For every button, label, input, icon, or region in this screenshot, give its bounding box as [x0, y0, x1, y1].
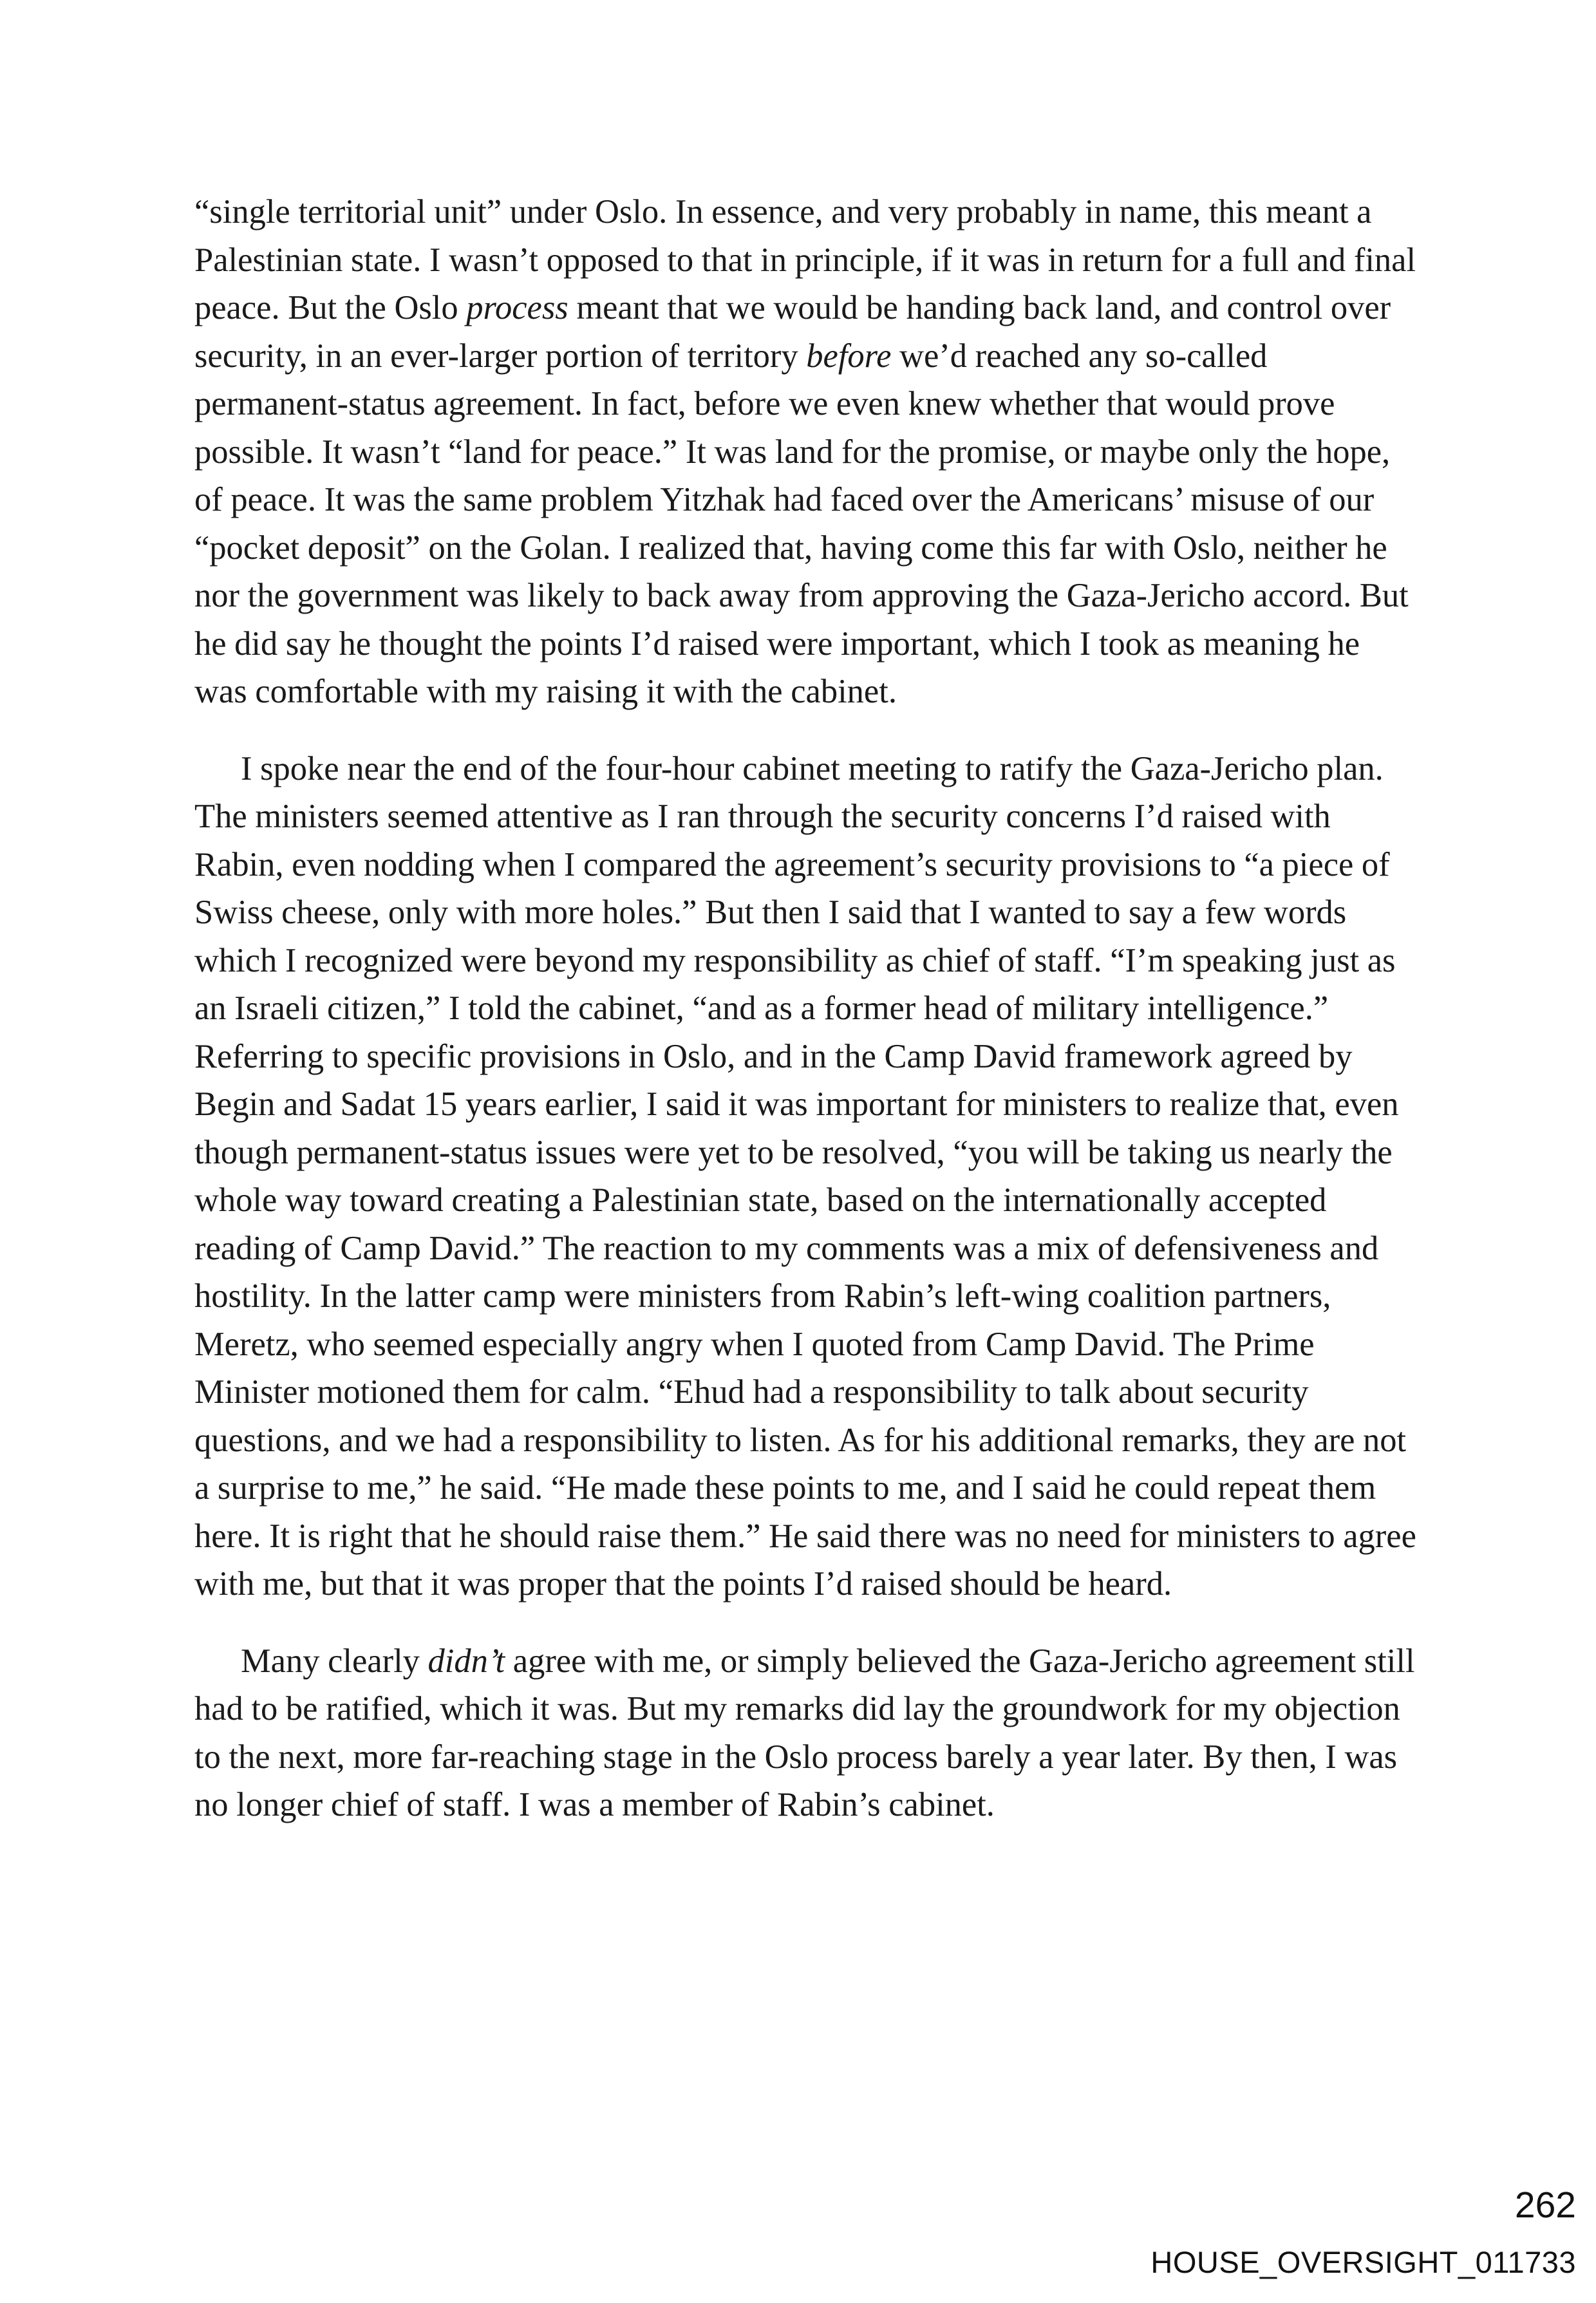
paragraph-3	[194, 1637, 1418, 1829]
paragraph-3-text: Many clearly	[241, 1642, 428, 1680]
paragraph-3-italic-didnt: didn’t	[427, 1642, 505, 1680]
paragraph-1	[194, 188, 1418, 716]
paragraph-2-text: I spoke near the end of the four-hour cabinet meeting to ratify the Gaza-Jericho plan. The ministers seemed attentive as I ran through the security concerns I’d raised with Rabin, even nodding when I compared the agreement’s security provisions to “a piece of Swiss cheese, only with more holes.” But then I said that I wanted to say a few words which I recognized were beyond my responsibility as chief of staff. “I’m speaking just as an Israeli citizen,” I told the cabinet, “and as a former head of military intelligence.” Referring to specific provisions in Oslo, and in the Camp David framework agreed by Begin and Sadat 15 years earlier, I said it was important for ministers to realize that, even though permanent-status issues were yet to be resolved, “you will be taking us nearly the whole way toward creating a Palestinian state, based on the internationally accepted reading of Camp David.” The reaction to my comments was a mix of defensiveness and hostility. In the latter camp were ministers from Rabin’s left-wing coalition partners, Meretz, who seemed especially angry when I quoted from Camp David. The Prime Minister motioned them for calm. “Ehud had a responsibility to talk about security questions, and we had a responsibility to listen. As for his additional remarks, they are not a surprise to me,” he said. “He made these points to me, and I said he could repeat them here. It is right that he should raise them.” He said there was no need for ministers to agree with me, but that it was proper that the points I’d raised should be heard.	[194, 749, 1416, 1603]
paragraph-1-text-cont: meant that we would be handing back land, and control over security, in an ever-larger portion of territory	[194, 289, 1391, 375]
page-body	[194, 188, 1418, 1858]
paragraph-1-text: “single territorial unit” under Oslo. In essence, and very probably in name, this meant a Palestinian state. I wasn’t opposed to that in principle, if it was in return for a full and final peace. But the Oslo	[194, 193, 1416, 326]
paragraph-2	[194, 745, 1418, 1608]
paragraph-3-text-end: agree with me, or simply believed the Gaza-Jericho agreement still had to be ratified, which it was. But my remarks did lay the groundwork for my objection to the next, more far-reaching stage in the Oslo process barely a year later. By then, I was no longer chief of staff. I was a member of Rabin’s cabinet.	[194, 1642, 1415, 1823]
paragraph-1-italic-before: before	[806, 337, 892, 375]
paragraph-1-text-end: we’d reached any so-called permanent-status agreement. In fact, before we even knew whether that would prove possible. It wasn’t “land for peace.” It was land for the promise, or maybe only the hope, of peace. It was the same problem Yitzhak had faced over the Americans’ misuse of our “pocket deposit” on the Golan. I realized that, having come this far with Oslo, neither he nor the government was likely to back away from approving the Gaza-Jericho accord. But he did say he thought the points I’d raised were important, which I took as meaning he was comfortable with my raising it with the cabinet.	[194, 337, 1409, 710]
page-number: 262	[1514, 2185, 1576, 2226]
paragraph-1-italic-process: process	[466, 289, 568, 326]
bates-stamp: HOUSE_OVERSIGHT_011733	[1150, 2245, 1576, 2279]
